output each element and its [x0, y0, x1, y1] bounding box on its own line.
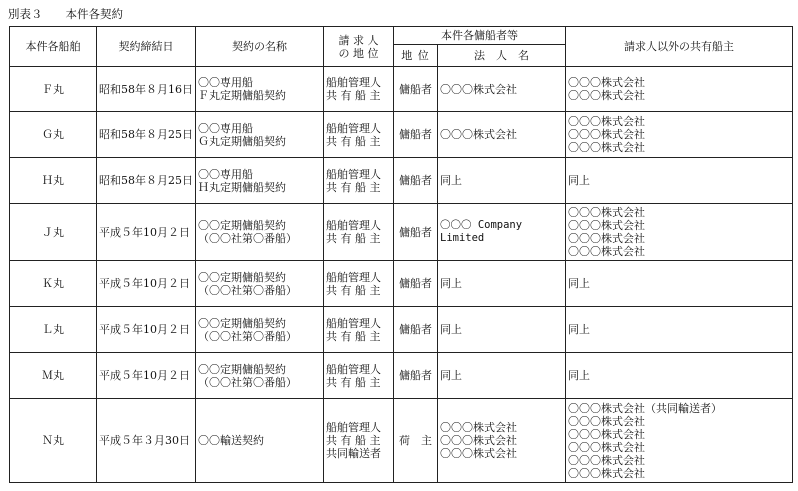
document-title: 別表３ 本件各契約 [8, 7, 123, 21]
contract-date: 昭和58年８月25日 [97, 112, 196, 158]
charterer-position: 荷 主 [394, 399, 438, 483]
contract-date: 昭和58年８月16日 [97, 67, 196, 112]
charterer-position: 傭船者 [394, 353, 438, 399]
co-owners-list: 同上 [566, 307, 793, 353]
contract-name: 〇〇定期傭船契約 （〇〇社第〇番船） [196, 261, 324, 307]
charterer-company: 〇〇〇 Company Limited [438, 204, 566, 261]
table-row [10, 67, 793, 112]
header-company-name: 法 人 名 [438, 45, 566, 67]
ship-name: Ｍ丸 [10, 353, 97, 399]
charterer-company: 同上 [438, 261, 566, 307]
contract-name: 〇〇専用船 Ｆ丸定期傭船契約 [196, 67, 324, 112]
claimant-position: 船舶管理人 共 有 船 主 [324, 307, 394, 353]
charterer-position: 傭船者 [394, 112, 438, 158]
header-charterer-group: 本件各傭船者等 [394, 27, 566, 45]
charterer-position: 傭船者 [394, 307, 438, 353]
header-claimant-position: 請 求 人 の 地 位 [324, 27, 394, 67]
claimant-position: 船舶管理人 共 有 船 主 [324, 204, 394, 261]
contract-name: 〇〇輸送契約 [196, 399, 324, 483]
contract-date: 平成５年10月２日 [97, 204, 196, 261]
charterer-position: 傭船者 [394, 158, 438, 204]
co-owners-list: 〇〇〇株式会社（共同輸送者） 〇〇〇株式会社 〇〇〇株式会社 〇〇〇株式会社 〇〇〇株式会社 〇〇〇株式会社 [566, 399, 793, 483]
contract-date: 平成５年３月30日 [97, 399, 196, 483]
header-contract-date: 契約締結日 [97, 27, 196, 67]
co-owners-list: 同上 [566, 261, 793, 307]
ship-name: Ｆ丸 [10, 67, 97, 112]
header-co-owners: 請求人以外の共有船主 [566, 27, 793, 67]
contract-date: 平成５年10月２日 [97, 307, 196, 353]
co-owners-list: 同上 [566, 353, 793, 399]
ship-name: Ｌ丸 [10, 307, 97, 353]
charterer-company: 〇〇〇株式会社 [438, 67, 566, 112]
claimant-position: 船舶管理人 共 有 船 主 [324, 261, 394, 307]
charterer-company: 同上 [438, 353, 566, 399]
table-row [10, 112, 793, 158]
co-owners-list: 〇〇〇株式会社 〇〇〇株式会社 〇〇〇株式会社 〇〇〇株式会社 [566, 204, 793, 261]
contract-name: 〇〇定期傭船契約 （〇〇社第〇番船） [196, 204, 324, 261]
charterer-company: 同上 [438, 307, 566, 353]
ship-name: Ｈ丸 [10, 158, 97, 204]
claimant-position: 船舶管理人 共 有 船 主 [324, 67, 394, 112]
table-row [10, 307, 793, 353]
contract-date: 昭和58年８月25日 [97, 158, 196, 204]
table-row [10, 158, 793, 204]
contracts-table [9, 26, 793, 483]
charterer-position: 傭船者 [394, 261, 438, 307]
contract-name: 〇〇専用船 Ｈ丸定期傭船契約 [196, 158, 324, 204]
charterer-position: 傭船者 [394, 204, 438, 261]
contract-name: 〇〇定期傭船契約 （〇〇社第〇番船） [196, 307, 324, 353]
co-owners-list: 同上 [566, 158, 793, 204]
table-row [10, 261, 793, 307]
charterer-company: 〇〇〇株式会社 [438, 112, 566, 158]
claimant-position: 船舶管理人 共 有 船 主 共同輸送者 [324, 399, 394, 483]
table-row [10, 399, 793, 483]
header-position: 地 位 [394, 45, 438, 67]
charterer-company: 〇〇〇株式会社 〇〇〇株式会社 〇〇〇株式会社 [438, 399, 566, 483]
charterer-position: 傭船者 [394, 67, 438, 112]
table-row [10, 204, 793, 261]
header-ship: 本件各船舶 [10, 27, 97, 67]
ship-name: Ｋ丸 [10, 261, 97, 307]
header-contract-name: 契約の名称 [196, 27, 324, 67]
co-owners-list: 〇〇〇株式会社 〇〇〇株式会社 [566, 67, 793, 112]
contract-date: 平成５年10月２日 [97, 261, 196, 307]
claimant-position: 船舶管理人 共 有 船 主 [324, 158, 394, 204]
co-owners-list: 〇〇〇株式会社 〇〇〇株式会社 〇〇〇株式会社 [566, 112, 793, 158]
ship-name: Ｇ丸 [10, 112, 97, 158]
contract-date: 平成５年10月２日 [97, 353, 196, 399]
contract-name: 〇〇専用船 Ｇ丸定期傭船契約 [196, 112, 324, 158]
claimant-position: 船舶管理人 共 有 船 主 [324, 353, 394, 399]
table-row [10, 353, 793, 399]
ship-name: Ｊ丸 [10, 204, 97, 261]
contract-name: 〇〇定期傭船契約 （〇〇社第〇番船） [196, 353, 324, 399]
claimant-position: 船舶管理人 共 有 船 主 [324, 112, 394, 158]
charterer-company: 同上 [438, 158, 566, 204]
ship-name: Ｎ丸 [10, 399, 97, 483]
